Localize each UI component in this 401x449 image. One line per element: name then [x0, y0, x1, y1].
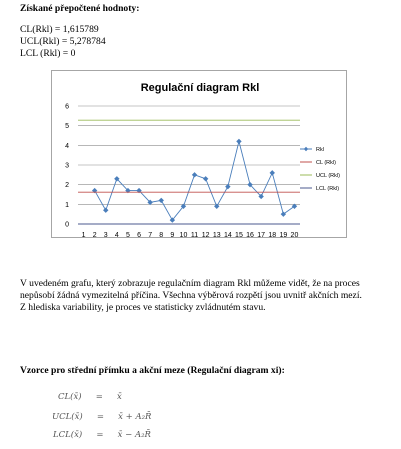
chart-canvas — [52, 71, 348, 239]
data-point — [236, 139, 241, 144]
series-line-0 — [95, 141, 295, 220]
ucl-value: UCL(Rkl) = 5,278784 — [20, 36, 106, 47]
formula-ucl-eq: = — [96, 412, 105, 422]
data-point — [103, 208, 108, 213]
x-tick-label: 9 — [170, 232, 175, 239]
x-tick-label: 10 — [179, 232, 188, 239]
data-point — [270, 170, 275, 175]
x-tick-label: 20 — [290, 232, 299, 239]
x-tick-label: 12 — [201, 232, 210, 239]
formula-ucl-lhs: UCL(x̄) — [52, 412, 83, 422]
y-tick-label: 6 — [65, 103, 69, 111]
control-chart — [51, 70, 347, 238]
lcl-value: LCL (Rkl) = 0 — [20, 48, 76, 59]
y-tick-label: 5 — [65, 123, 69, 131]
results-heading: Získané přepočtené hodnoty: — [20, 3, 140, 14]
chart-title: Regulační diagram Rkl — [140, 82, 260, 94]
y-tick-label: 0 — [65, 221, 69, 229]
x-tick-label: 4 — [114, 232, 119, 239]
x-tick-label: 1 — [81, 232, 86, 239]
formula-lcl-rhs: x̄ − A₂R̄ — [117, 430, 151, 440]
x-tick-label: 14 — [223, 232, 232, 239]
formula-lcl-eq: = — [96, 430, 104, 440]
formula-cl — [58, 392, 122, 402]
x-tick-label: 3 — [103, 232, 108, 239]
legend-label: LCL (Rkl) — [316, 186, 340, 192]
cl-value: CL(Rkl) = 1,615789 — [20, 24, 99, 35]
data-point — [192, 172, 197, 177]
x-tick-label: 13 — [212, 232, 221, 239]
legend-label: UCL (Rkl) — [316, 173, 340, 179]
formula-ucl-rhs: x̄ + A₂R̄ — [118, 412, 152, 422]
x-tick-label: 11 — [190, 232, 199, 239]
x-tick-label: 19 — [279, 232, 288, 239]
paragraph-line-3: Z hlediska variability, je proces ve statisticky zvládnutém stavu. — [20, 302, 266, 313]
formula-heading: Vzorce pro střední přímku a akční meze (Regulační diagram xi): — [20, 365, 285, 376]
formula-cl-rhs: x̄ — [116, 392, 122, 402]
x-tick-label: 15 — [235, 232, 243, 239]
x-tick-label: 18 — [268, 232, 277, 239]
legend-label: Rkl — [316, 147, 324, 153]
x-tick-label: 16 — [246, 232, 254, 239]
x-tick-label: 5 — [125, 232, 130, 239]
paragraph-line-1: V uvedeném grafu, který zobrazuje regulačním diagram Rkl můžeme vidět, že na proces — [20, 278, 360, 289]
y-tick-label: 3 — [65, 162, 69, 170]
data-point — [159, 198, 164, 203]
y-tick-label: 4 — [65, 142, 69, 150]
y-tick-label: 1 — [65, 201, 69, 209]
x-tick-label: 7 — [148, 232, 153, 239]
formula-lcl-lhs: LCL(x̄) — [53, 430, 83, 440]
data-point — [203, 176, 208, 181]
x-tick-label: 6 — [137, 232, 142, 239]
x-tick-label: 8 — [159, 232, 164, 239]
formula-lcl — [53, 430, 151, 440]
x-tick-label: 2 — [92, 232, 97, 239]
formula-cl-lhs: CL(x̄) — [58, 392, 82, 402]
formula-cl-eq: = — [95, 392, 103, 402]
y-tick-label: 2 — [65, 182, 69, 190]
formula-ucl — [52, 412, 151, 422]
paragraph-line-2: nepůsobí žádná vymezitelná příčina. Všechna výběrová rozpětí jsou uvnitř akčních mezí. — [20, 290, 362, 301]
legend-marker — [304, 147, 308, 151]
x-tick-label: 17 — [257, 232, 266, 239]
legend-label: CL (Rkl) — [316, 160, 336, 166]
